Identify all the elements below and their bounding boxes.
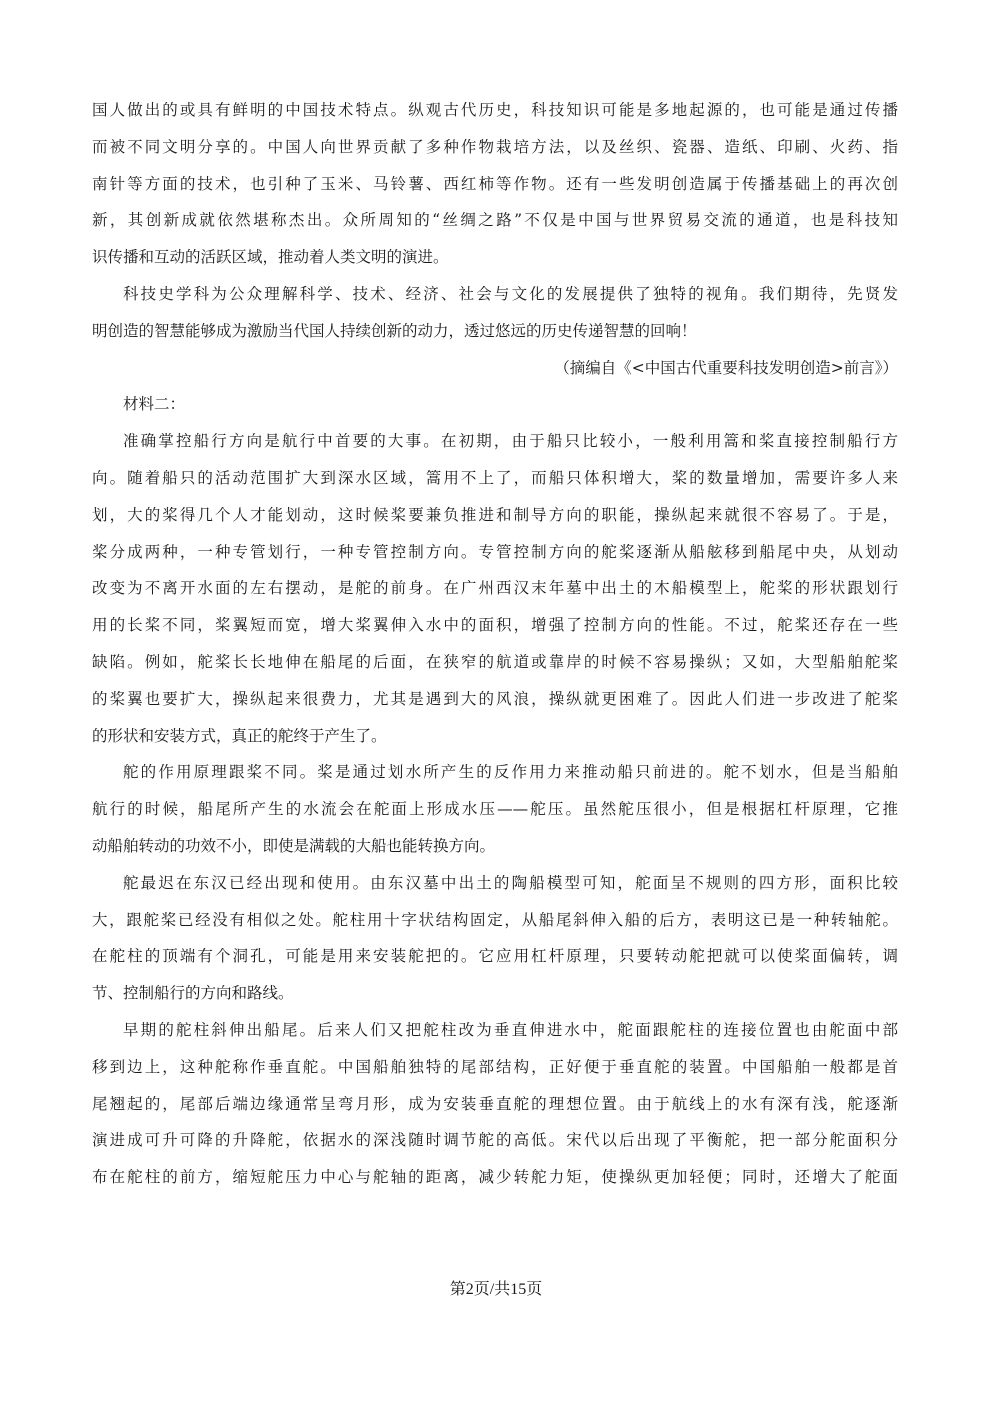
text-line: 动船舶转动的功效不小，即使是满载的大船也能转换方向。 (92, 836, 496, 855)
text-line: 用的长桨不同，桨翼短而宽，增大桨翼伸入水中的面积，增强了控制方向的性能。不过，舵桨还存在一些 (92, 616, 898, 635)
text-line: 向。随着船只的活动范围扩大到深水区域，篙用不上了，而船只体积增大，桨的数量增加，需要许多人来 (92, 468, 898, 487)
text-line: 科技史学科为公众理解科学、技术、经济、社会与文化的发展提供了独特的视角。我们期待，先贤发 (123, 284, 898, 303)
text-line: 舵最迟在东汉已经出现和使用。由东汉墓中出土的陶船模型可知，舵面呈不规则的四方形，面积比较 (123, 873, 898, 892)
text-line: 舵的作用原理跟桨不同。桨是通过划水所产生的反作用力来推动船只前进的。舵不划水，但是当船舶 (123, 763, 898, 782)
text-line: 大，跟舵桨已经没有相似之处。舵柱用十字状结构固定，从船尾斜伸入船的后方，表明这已是一种转轴舵。 (92, 910, 898, 929)
section-heading: 材料二： (123, 395, 186, 414)
paragraph (92, 423, 898, 754)
paragraph (92, 92, 898, 276)
text-line: 尾翘起的，尾部后端边缘通常呈弯月形，成为安装垂直舵的理想位置。由于航线上的水有深有浅，舵逐渐 (92, 1094, 898, 1113)
text-line: 识传播和互动的活跃区域，推动着人类文明的演进。 (92, 248, 449, 267)
text-line: 明创造的智慧能够成为激励当代国人持续创新的动力，透过悠远的历史传递智慧的回响！ (92, 321, 697, 340)
document-body (92, 92, 898, 1196)
text-line: 在舵柱的顶端有个洞孔，可能是用来安装舵把的。它应用杠杆原理，只要转动舵把就可以使桨面偏转，调 (92, 947, 898, 966)
text-line: 而被不同文明分享的。中国人向世界贡献了多种作物栽培方法，以及丝织、瓷器、造纸、印刷、火药、指 (92, 137, 898, 156)
text-line: 南针等方面的技术，也引种了玉米、马铃薯、西红柿等作物。还有一些发明创造属于传播基础上的再次创 (92, 174, 898, 193)
text-line: 国人做出的或具有鲜明的中国技术特点。纵观古代历史，科技知识可能是多地起源的，也可能是通过传播 (92, 101, 898, 119)
text-line: 的桨翼也要扩大，操纵起来很费力，尤其是遇到大的风浪，操纵就更困难了。因此人们进一步改进了舵桨 (92, 689, 898, 708)
paragraph (92, 1012, 898, 1196)
text-line: 缺陷。例如，舵桨长长地伸在船尾的后面，在狭窄的航道或靠岸的时候不容易操纵；又如，大型船舶舵桨 (92, 652, 898, 671)
source-citation: （摘编自《<中国古代重要科技发明创造>前言》） (554, 358, 898, 377)
text-line: 早期的舵柱斜伸出船尾。后来人们又把舵柱改为垂直伸进水中，舵面跟舵柱的连接位置也由舵面中部 (123, 1020, 898, 1039)
text-line: 准确掌控船行方向是航行中首要的大事。在初期，由于船只比较小，一般利用篙和桨直接控制船行方 (123, 432, 898, 451)
paragraph (92, 754, 898, 864)
text-line: 的形状和安装方式，真正的舵终于产生了。 (92, 726, 387, 745)
text-line: 改变为不离开水面的左右摆动，是舵的前身。在广州西汉末年墓中出土的木船模型上，舵桨的形状跟划行 (92, 579, 898, 598)
text-line: 布在舵柱的前方，缩短舵压力中心与舵轴的距离，减少转舵力矩，使操纵更加轻便；同时，还增大了舵面 (92, 1168, 898, 1187)
page-number-footer: 第2页/共15页 (449, 1281, 543, 1298)
text-line: 划，大的桨得几个人才能划动，这时候桨要兼负推进和制导方向的职能，操纵起来就很不容易了。于是， (92, 505, 898, 524)
text-line: 桨分成两种，一种专管划行，一种专管控制方向。专管控制方向的舵桨逐渐从船舷移到船尾中央，从划动 (92, 542, 898, 561)
text-line: 节、控制船行的方向和路线。 (92, 984, 294, 1003)
text-line: 新，其创新成就依然堪称杰出。众所周知的“丝绸之路”不仅是中国与世界贸易交流的通道，也是科技知 (92, 211, 898, 230)
text-line: 移到边上，这种舵称作垂直舵。中国船舶独特的尾部结构，正好便于垂直舵的装置。中国船舶一般都是首 (92, 1057, 898, 1076)
paragraph (92, 865, 898, 1012)
text-line: 航行的时候，船尾所产生的水流会在舵面上形成水压——舵压。虽然舵压很小，但是根据杠杆原理，它推 (92, 800, 898, 819)
text-line: 演进成可升可降的升降舵，依据水的深浅随时调节舵的高低。宋代以后出现了平衡舵，把一部分舵面积分 (92, 1131, 898, 1150)
paragraph (92, 276, 898, 350)
